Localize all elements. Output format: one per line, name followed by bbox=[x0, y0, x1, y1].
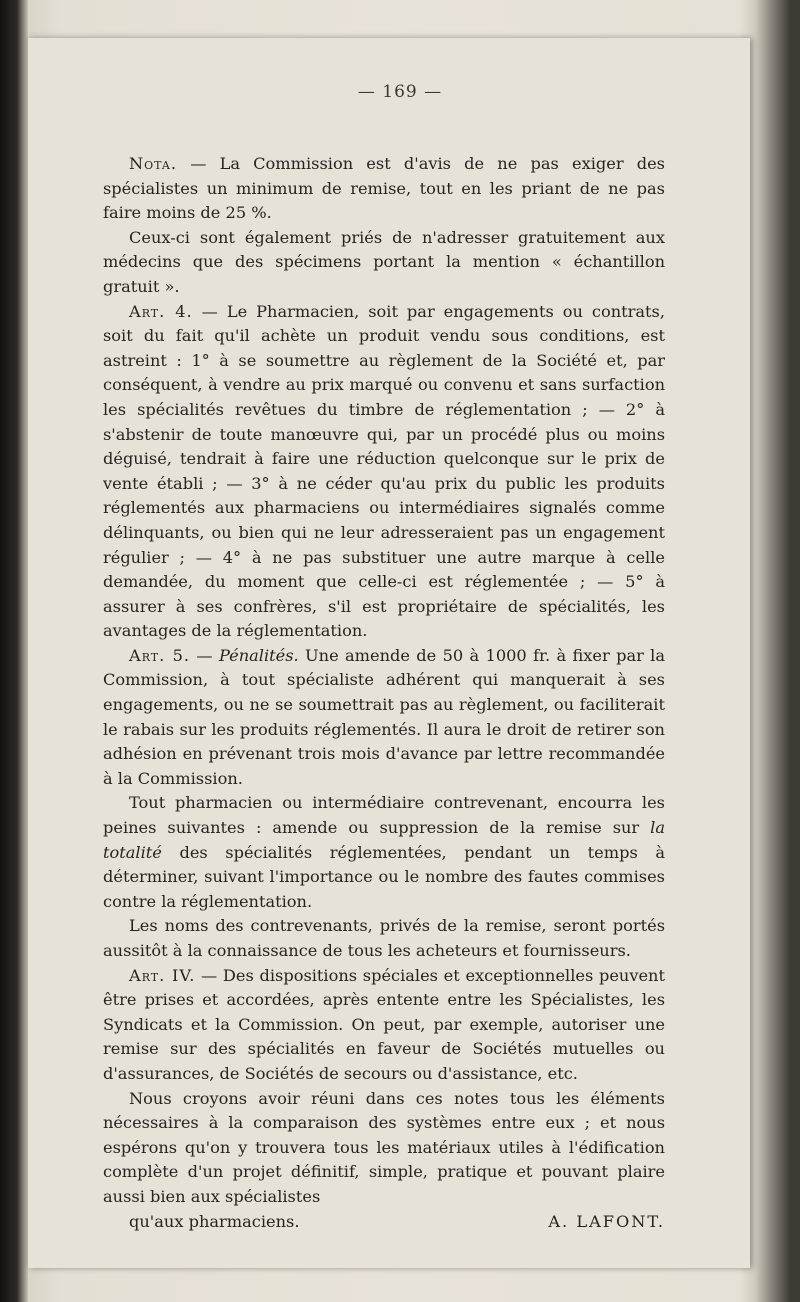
paragraph-italic-title: Pénalités. bbox=[218, 645, 299, 665]
paragraph-text-before: Tout pharmacien ou intermédiaire contrevenant, encourra les peines suivantes : amende ou suppression de la remise sur bbox=[103, 793, 665, 838]
paragraph-art-5: Art. 5. — Pénalités. Une amende de 50 à 1000 fr. à fixer par la Commission, à tout spécialiste adhérent qui manquerait à ses engagements, ou ne se soumettrait pas au règlement, ou faciliterait le rabais sur les produits réglementés. Il aura le droit de retirer son adhésion en prévenant trois mois d'avance par lettre recommandée à la Commission. bbox=[103, 645, 666, 788]
paragraph-text: Une amende de 50 à 1000 fr. à fixer par la Commission, à tout spécialiste adhérent qui manquerait à ses engagements, ou ne se soumettrait pas au règlement, ou faciliterait le rabais sur les produits réglementés. Il aura le droit de retirer son adhésion en prévenant trois mois d'avance par lettre recommandée à la Commission. bbox=[103, 645, 666, 788]
author-signature: A. LAFONT. bbox=[548, 1211, 665, 1231]
body-text bbox=[103, 152, 665, 1234]
paragraph-text: — Des dispositions spéciales et exceptionnelles peuvent être prises et accordées, après entente entre les Spécialistes, les Syndicats et la Commission. On peut, par exemple, autoriser une remise sur des spécialités en faveur de Sociétés mutuelles ou d'assurances, de Sociétés de secours ou d'assistance, etc. bbox=[103, 965, 665, 1083]
paragraph-text-after: des spécialités réglementées, pendant un temps à déterminer, suivant l'importance ou le nombre des fautes commises contre la réglementation. bbox=[103, 842, 665, 911]
paragraph-text: Nous croyons avoir réuni dans ces notes tous les éléments nécessaires à la comparaison des systèmes entre eux ; et nous espérons qu'on y trouvera tous les matériaux utiles à l'édification complète d'un projet définitif, simple, pratique et pouvant plaire aussi bien aux spécialistes bbox=[103, 1088, 665, 1206]
paragraph-text: — La Commission est d'avis de ne pas exiger des spécialistes un minimum de remise, tout en les priant de ne pas faire moins de 25 %. bbox=[103, 154, 665, 223]
paragraph-penalties bbox=[103, 791, 665, 914]
paragraph-text: Les noms des contrevenants, privés de la remise, seront portés aussitôt à la connaissance de tous les acheteurs et fournisseurs. bbox=[103, 916, 665, 960]
paragraph-text: — Le Pharmacien, soit par engagements ou contrats, soit du fait qu'il achète un produit vendu sous conditions, est astreint : 1° à se soumettre au règlement de la Société et, par conséquent, à vendre au prix marqué ou convenu et sans surfaction les spécialités revêtues du timbre de réglementation ; — 2° à s'abstenir de toute manœuvre qui, par un procédé plus ou moins déguisé, tendrait à faire une réduction quelconque sur le prix de vente établi ; — 3° à ne céder qu'au prix du public les produits réglementés aux pharmaciens ou intermédiaires signalés comme délinquants, ou bien qui ne leur adresseraient pas un engagement régulier ; — 4° à ne pas substituer une autre marque à celle demandée, du moment que celle-ci est réglementée ; — 5° à assurer à ses confrères, s'il est propriétaire de spécialités, les avantages de la réglementation. bbox=[103, 301, 665, 641]
paragraph-lead: Art. 5. bbox=[129, 645, 191, 665]
paragraph-lead: Nota. bbox=[129, 154, 178, 173]
paragraph-text: Ceux-ci sont également priés de n'adresser gratuitement aux médecins que des spécimens portant la mention « échantillon gratuit ». bbox=[103, 227, 665, 296]
closing-line bbox=[103, 1210, 665, 1235]
closing-text: qu'aux pharmaciens. bbox=[129, 1211, 300, 1231]
paragraph-specimens bbox=[103, 226, 665, 300]
paragraph-art-iv bbox=[103, 964, 665, 1087]
paragraph-italic-phrase: la totalité bbox=[103, 818, 665, 862]
book-spine-edge bbox=[0, 0, 28, 1302]
paragraph-lead: Art. IV. bbox=[129, 965, 196, 985]
paragraph-conclusion bbox=[103, 1087, 665, 1210]
paragraph-art-4 bbox=[103, 300, 665, 644]
paragraph-nota bbox=[103, 152, 665, 226]
page-number: — 169 — bbox=[357, 82, 443, 102]
paragraph-offenders bbox=[103, 914, 665, 963]
paragraph-lead: Art. 4. bbox=[129, 301, 193, 321]
